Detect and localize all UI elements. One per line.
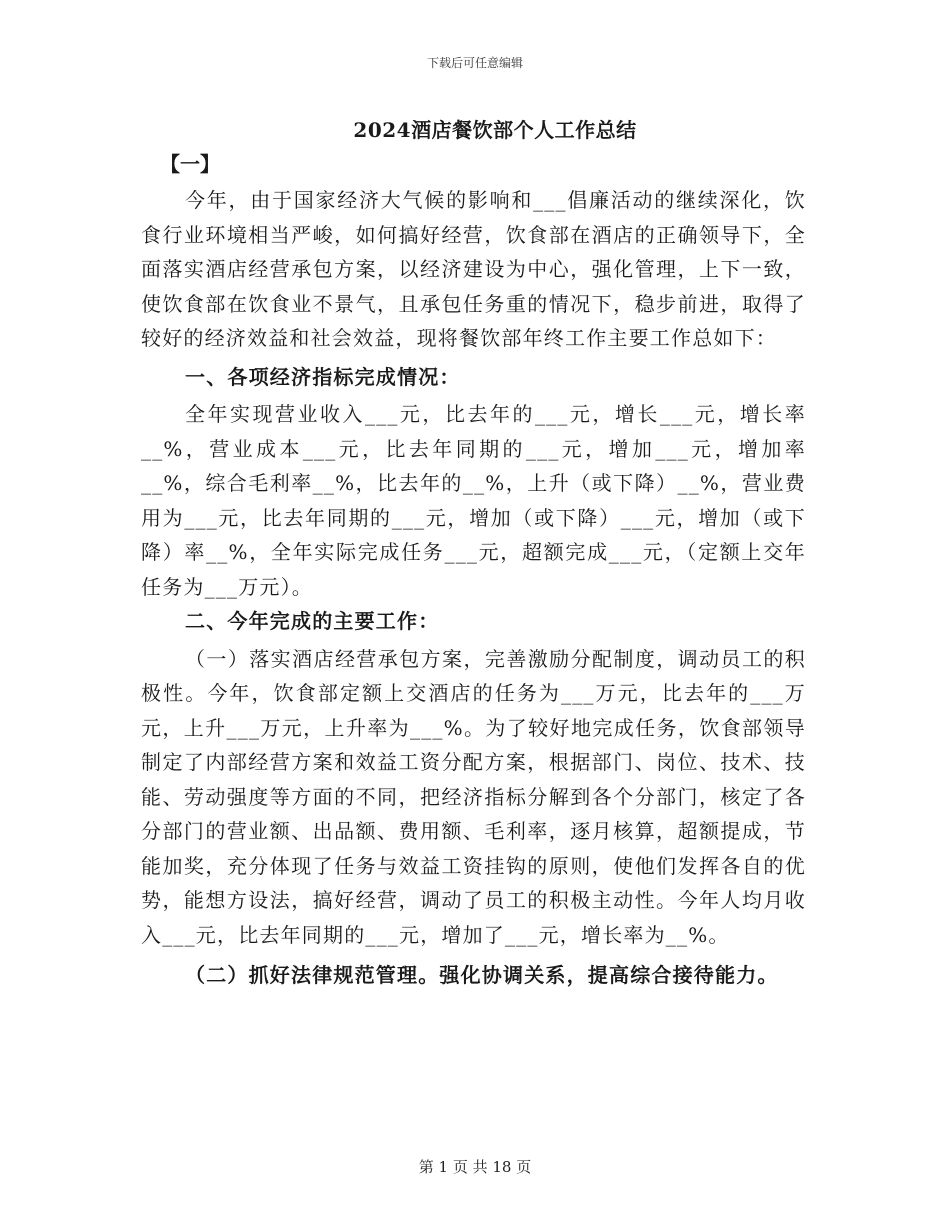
document-body <box>141 183 806 993</box>
document-title: 2024酒店餐饮部个人工作总结 <box>353 118 637 142</box>
work-item-1-paragraph: （一）落实酒店经营承包方案，完善激励分配制度，调动员工的积极性。今年，饮食部定额上交酒店的任务为___万元，比去年的___万元，上升___万元，上升率为___%。为了较好地完成任务，饮食部领导制定了内部经营方案和效益工资分配方案，根据部门、岗位、技术、技能、劳动强度等方面的不同，把经济指标分解到各个分部门，核定了各分部门的营业额、出品额、费用额、毛利率，逐月核算，超额提成，节能加奖，充分体现了任务与效益工资挂钩的原则，使他们发挥各自的优势，能想方设法，搞好经营，调动了员工的积极主动性。今年人均月收入___元，比去年同期的___元，增加了___元，增长率为__%。 <box>141 646 806 947</box>
section-heading-1: 一、各项经济指标完成情况： <box>185 364 461 389</box>
header-note: 下载后可任意编辑 <box>426 56 523 70</box>
economic-indicators-paragraph: 全年实现营业收入___元，比去年的___元，增长___元，增长率__%，营业成本___元，比去年同期的___元，增加___元，增加率__%，综合毛利率__%，比去年的__%，上升（或下降）__%，营业费用为___元，比去年同期的___元，增加（或下降）___元，增加（或下降）率__%，全年实际完成任务___元，超额完成___元，（定额上交年任务为___万元）。 <box>141 402 806 599</box>
section-mark: 【一】 <box>160 152 220 176</box>
section-heading-2: 二、今年完成的主要工作： <box>185 609 440 633</box>
intro-paragraph: 今年，由于国家经济大气候的影响和___倡廉活动的继续深化，饮食行业环境相当严峻，如何搞好经营，饮食部在酒店的正确领导下，全面落实酒店经营承包方案，以经济建设为中心，强化管理，上下一致，使饮食部在饮食业不景气，且承包任务重的情况下，稳步前进，取得了较好的经济效益和社会效益，现将餐饮部年终工作主要工作总如下： <box>141 188 806 350</box>
page-footer: 第 1 页 共 18 页 <box>418 1158 532 1176</box>
work-item-2-heading: （二）抓好法律规范管理。强化协调关系，提高综合接待能力。 <box>185 963 779 987</box>
